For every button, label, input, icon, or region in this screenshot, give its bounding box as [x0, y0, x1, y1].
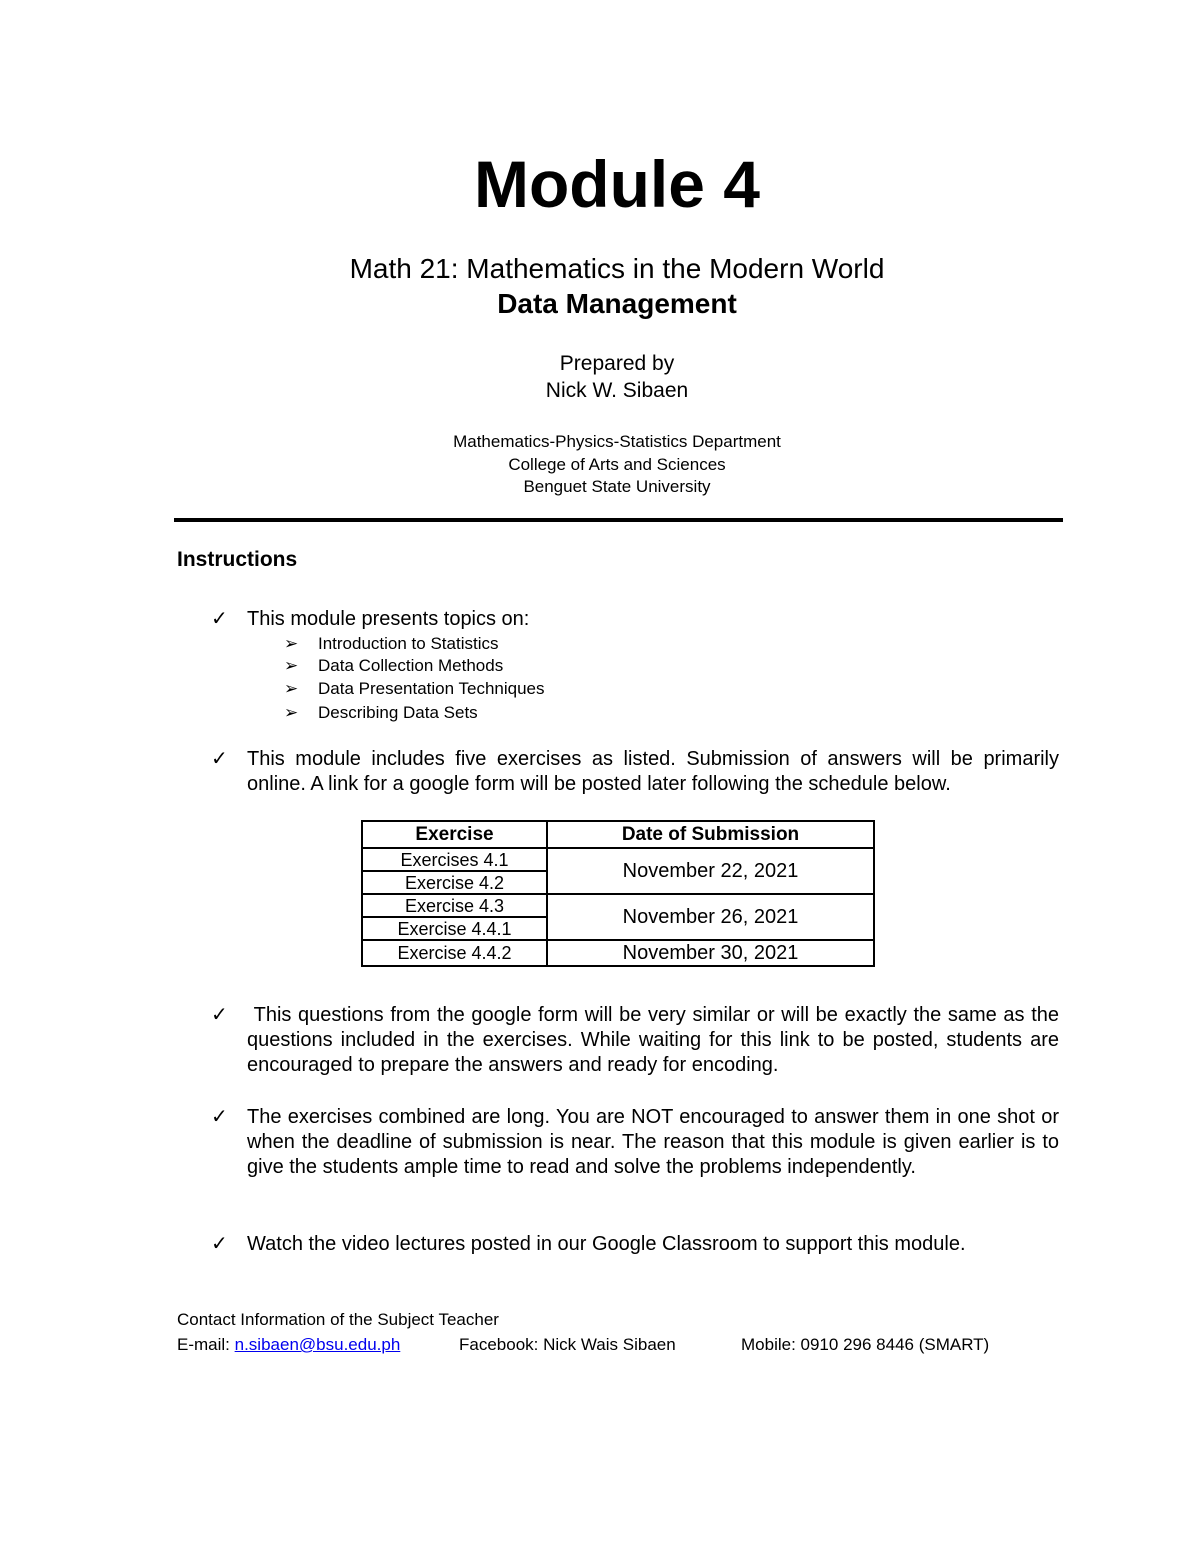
instructions-heading: Instructions: [177, 548, 298, 571]
topic-item: ➢ Describing Data Sets: [284, 703, 478, 722]
topic-item: ➢ Data Collection Methods: [284, 656, 504, 675]
exercise-cell: Exercises 4.1: [362, 848, 547, 871]
check-icon: ✓: [211, 748, 228, 770]
prepared-by-label: Prepared by: [559, 352, 675, 375]
check-icon: ✓: [211, 1106, 228, 1128]
date-cell: November 30, 2021: [547, 940, 874, 966]
facebook-info: Facebook: Nick Wais Sibaen: [459, 1335, 676, 1354]
bullet-arrow-icon: ➢: [284, 703, 299, 722]
mobile-info: Mobile: 0910 296 8446 (SMART): [741, 1335, 990, 1354]
divider: [174, 518, 1063, 522]
college: College of Arts and Sciences: [508, 455, 726, 474]
bullet-arrow-icon: ➢: [284, 656, 299, 675]
topic-item: ➢ Data Presentation Techniques: [284, 679, 545, 698]
topic-item: ➢ Introduction to Statistics: [284, 634, 499, 653]
check-icon: ✓: [211, 1233, 228, 1255]
check-icon: ✓: [211, 1004, 228, 1026]
column-header-exercise: Exercise: [362, 821, 547, 848]
exercise-cell: Exercise 4.2: [362, 871, 547, 894]
date-cell: November 22, 2021: [547, 848, 874, 894]
instruction-2: This module includes five exercises as listed. Submission of answers will be primarily online. A link for a google form will be posted later following the schedule below.: [247, 748, 1059, 795]
date-cell: November 26, 2021: [547, 894, 874, 940]
bullet-arrow-icon: ➢: [284, 679, 299, 698]
course-title: Math 21: Mathematics in the Modern World: [349, 253, 885, 284]
topic-title: Data Management: [497, 288, 737, 319]
university: Benguet State University: [523, 477, 711, 496]
column-header-date: Date of Submission: [547, 821, 874, 848]
bullet-arrow-icon: ➢: [284, 634, 299, 653]
email-link[interactable]: n.sibaen@bsu.edu.ph: [234, 1335, 401, 1354]
module-title: Module 4: [473, 147, 760, 221]
contact-heading: Contact Information of the Subject Teacher: [177, 1310, 499, 1329]
instruction-5: Watch the video lectures posted in our Google Classroom to support this module.: [247, 1233, 966, 1255]
email-line: E-mail: n.sibaen@bsu.edu.ph: [177, 1335, 401, 1354]
instruction-3: This questions from the google form will be very similar or will be exactly the same as the questions included in the exercises. While waiting for this link to be posted, students are encouraged to prepare the answers and ready for encoding.: [247, 1004, 1065, 1076]
exercise-cell: Exercise 4.4.2: [362, 940, 547, 966]
exercise-cell: Exercise 4.3: [362, 894, 547, 917]
author-name: Nick W. Sibaen: [545, 379, 689, 402]
instruction-1: This module presents topics on:: [247, 608, 530, 630]
check-icon: ✓: [211, 608, 228, 630]
department: Mathematics-Physics-Statistics Department: [453, 432, 781, 451]
instruction-4: The exercises combined are long. You are NOT encouraged to answer them in one shot or when the deadline of submission is near. The reason that this module is given earlier is to give the students ample time to read and solve the problems independently.: [247, 1106, 1059, 1178]
exercise-cell: Exercise 4.4.1: [362, 917, 547, 940]
submission-schedule-table: [361, 820, 875, 967]
